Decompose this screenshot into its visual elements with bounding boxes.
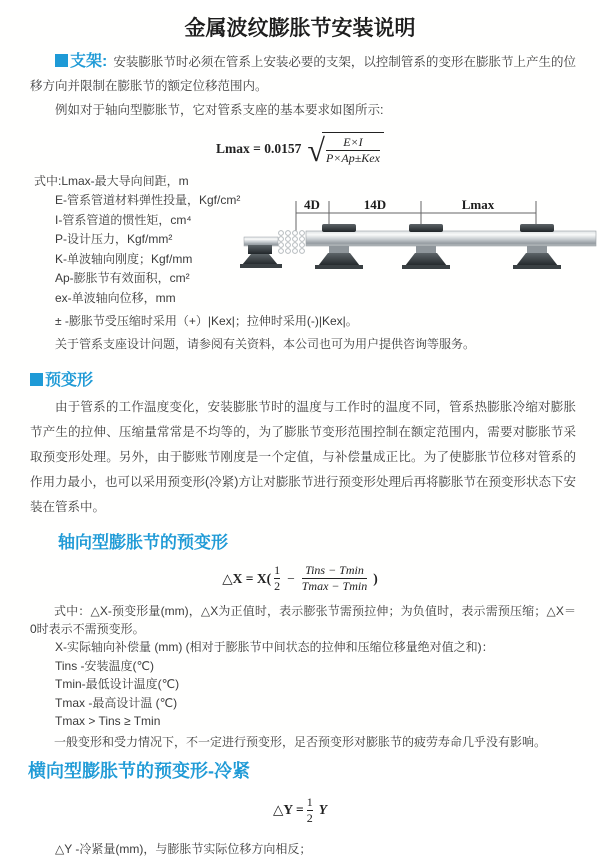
sqrt-symbol-icon: √	[307, 132, 325, 168]
fraction-numerator: E×I	[343, 135, 363, 149]
temperature-definition: Tins -安装温度(℃)	[55, 658, 155, 673]
dim-label-4d: 4D	[304, 197, 320, 212]
dim-label-14d: 14D	[363, 197, 387, 212]
fraction-denominator: 2	[274, 579, 281, 593]
lateral-preform-heading: 横向型膨胀节的预变形-冷紧	[28, 760, 250, 781]
consulting-note: 关于管系支座设计问题，请参阅有关资料，本公司也可为用户提供咨询等服务。	[55, 337, 476, 351]
pipe-support	[513, 224, 561, 269]
definition-item: E-管系管道材料弹性投量，Kgf/cm²	[55, 193, 241, 207]
x-definition: X-实际轴向补偿量 (mm) (相对于膨胀节中间状态的拉伸和压缩位移量绝对值之和)：	[55, 640, 494, 654]
section-square-icon	[30, 373, 43, 386]
support-label-text: 支架:	[70, 53, 108, 70]
half-fraction	[274, 563, 280, 594]
fraction-denominator: 2	[306, 810, 313, 825]
axial-preform-heading: 轴向型膨胀节的预变形	[58, 533, 228, 552]
temperature-fraction	[302, 563, 367, 594]
definition-item: I-管系管道的惯性矩，cm⁴	[55, 212, 192, 227]
preform-paragraph: 由于管系的工作温度变化，安装膨胀节时的温度与工作时的温度不同，管系热膨胀冷缩对膨胀节产生的拉伸、压缩量常常是不均等的，为了膨胀节变形范围控制在额定范围内，需要对膨胀节采取预变形处理。另外，由于膨账节刚度是一个定值，与补偿量成正比。为了使膨胀节位移对管系的作用力最小，也可以采用预变形(冷紧)方让对膨胀节进行预变形处理后再将膨胀节在预变形状态下安装在管系中。	[30, 400, 576, 514]
definition-item: K-单波轴向刚度；Kgf/mm	[55, 251, 193, 266]
pipe-support	[315, 224, 363, 269]
temperature-relation: Tmax > Tins ≥ Tmin	[55, 714, 161, 728]
definitions-and-diagram	[55, 191, 600, 309]
temperature-definition: Tmin-最低设计温度(℃)	[55, 677, 180, 691]
formula-rhs: Y	[318, 802, 327, 817]
page-title: 金属波纹膨胀节安装说明	[184, 17, 416, 40]
support-section-label	[55, 53, 107, 70]
formula-lhs: △X = X(	[222, 570, 272, 586]
preform-section-heading	[30, 367, 600, 390]
definition-item: P-设计压力，Kgf/mm²	[55, 232, 173, 246]
formula-lhs: △Y =	[273, 802, 304, 817]
closing-paren: )	[373, 570, 378, 586]
pipe-stub	[244, 237, 278, 246]
sign-convention-note: ± -膨胀节受压缩时采用（+）|Kex|；拉伸时采用(-)|Kex|。	[55, 314, 358, 328]
axial-where-paragraph: 式中：△X-预变形量(mm)，△X为正值时，表示膨张节需预拉伸；为负值时，表示需预压缩；△X＝0时表示不需预变形。	[30, 604, 576, 636]
axial-preform-formula	[0, 563, 600, 594]
section-square-icon	[55, 54, 68, 67]
lateral-preform-formula	[0, 795, 600, 826]
lateral-note: △Y -冷紧量(mm)，与膨胀节实际位移方向相反；	[55, 841, 312, 856]
preform-heading-text: 预变形	[45, 372, 94, 389]
dim-label-lmax: Lmax	[461, 197, 495, 212]
fraction-denominator: Tmax − Tmin	[301, 579, 368, 593]
formula-lhs: Lmax = 0.0157	[216, 141, 302, 156]
bellows-icon	[279, 231, 305, 254]
radical-group	[307, 132, 384, 166]
definition-item: ex-单波轴向位移，mm	[55, 290, 176, 305]
radicand	[322, 132, 384, 166]
support-example-line: 例如对于轴向型膨胀节，它对管系支座的基本要求如图所示:	[55, 103, 384, 117]
fraction-numerator: 1	[306, 794, 313, 809]
guide-spacing-formula	[0, 132, 600, 166]
support-intro-text: 安装膨胀节时必须在管系上安装必要的支架，以控制管系的变形在膨胀节上产生的位移方向并限制在膨胀节的额定位移范围内。	[30, 55, 576, 93]
minus-operator: −	[287, 570, 295, 586]
pipe-support	[402, 224, 450, 269]
fraction-numerator: 1	[274, 563, 281, 577]
support-paragraph	[30, 50, 576, 98]
axial-note: 一般变形和受力情况下，不一定进行预变形，足否预变形对膨胀节的疲劳寿命几乎没有影响。	[54, 734, 547, 749]
main-pipe	[306, 231, 596, 246]
temperature-definition: Tmax -最高设计温 (℃)	[55, 695, 178, 710]
pipe-support	[240, 245, 282, 268]
formula-where-line: 式中:Lmax-最大导向间距，m	[34, 174, 189, 188]
pipe-support-diagram	[244, 195, 596, 295]
fraction-denominator: P×Ap±Kex	[325, 151, 380, 165]
definition-item: Ap-膨胀节有效面积，cm²	[55, 271, 190, 285]
document-page	[0, 12, 600, 856]
radicand-fraction	[326, 135, 380, 166]
fraction-numerator: Tins − Tmin	[305, 563, 364, 577]
half-fraction	[307, 795, 313, 826]
